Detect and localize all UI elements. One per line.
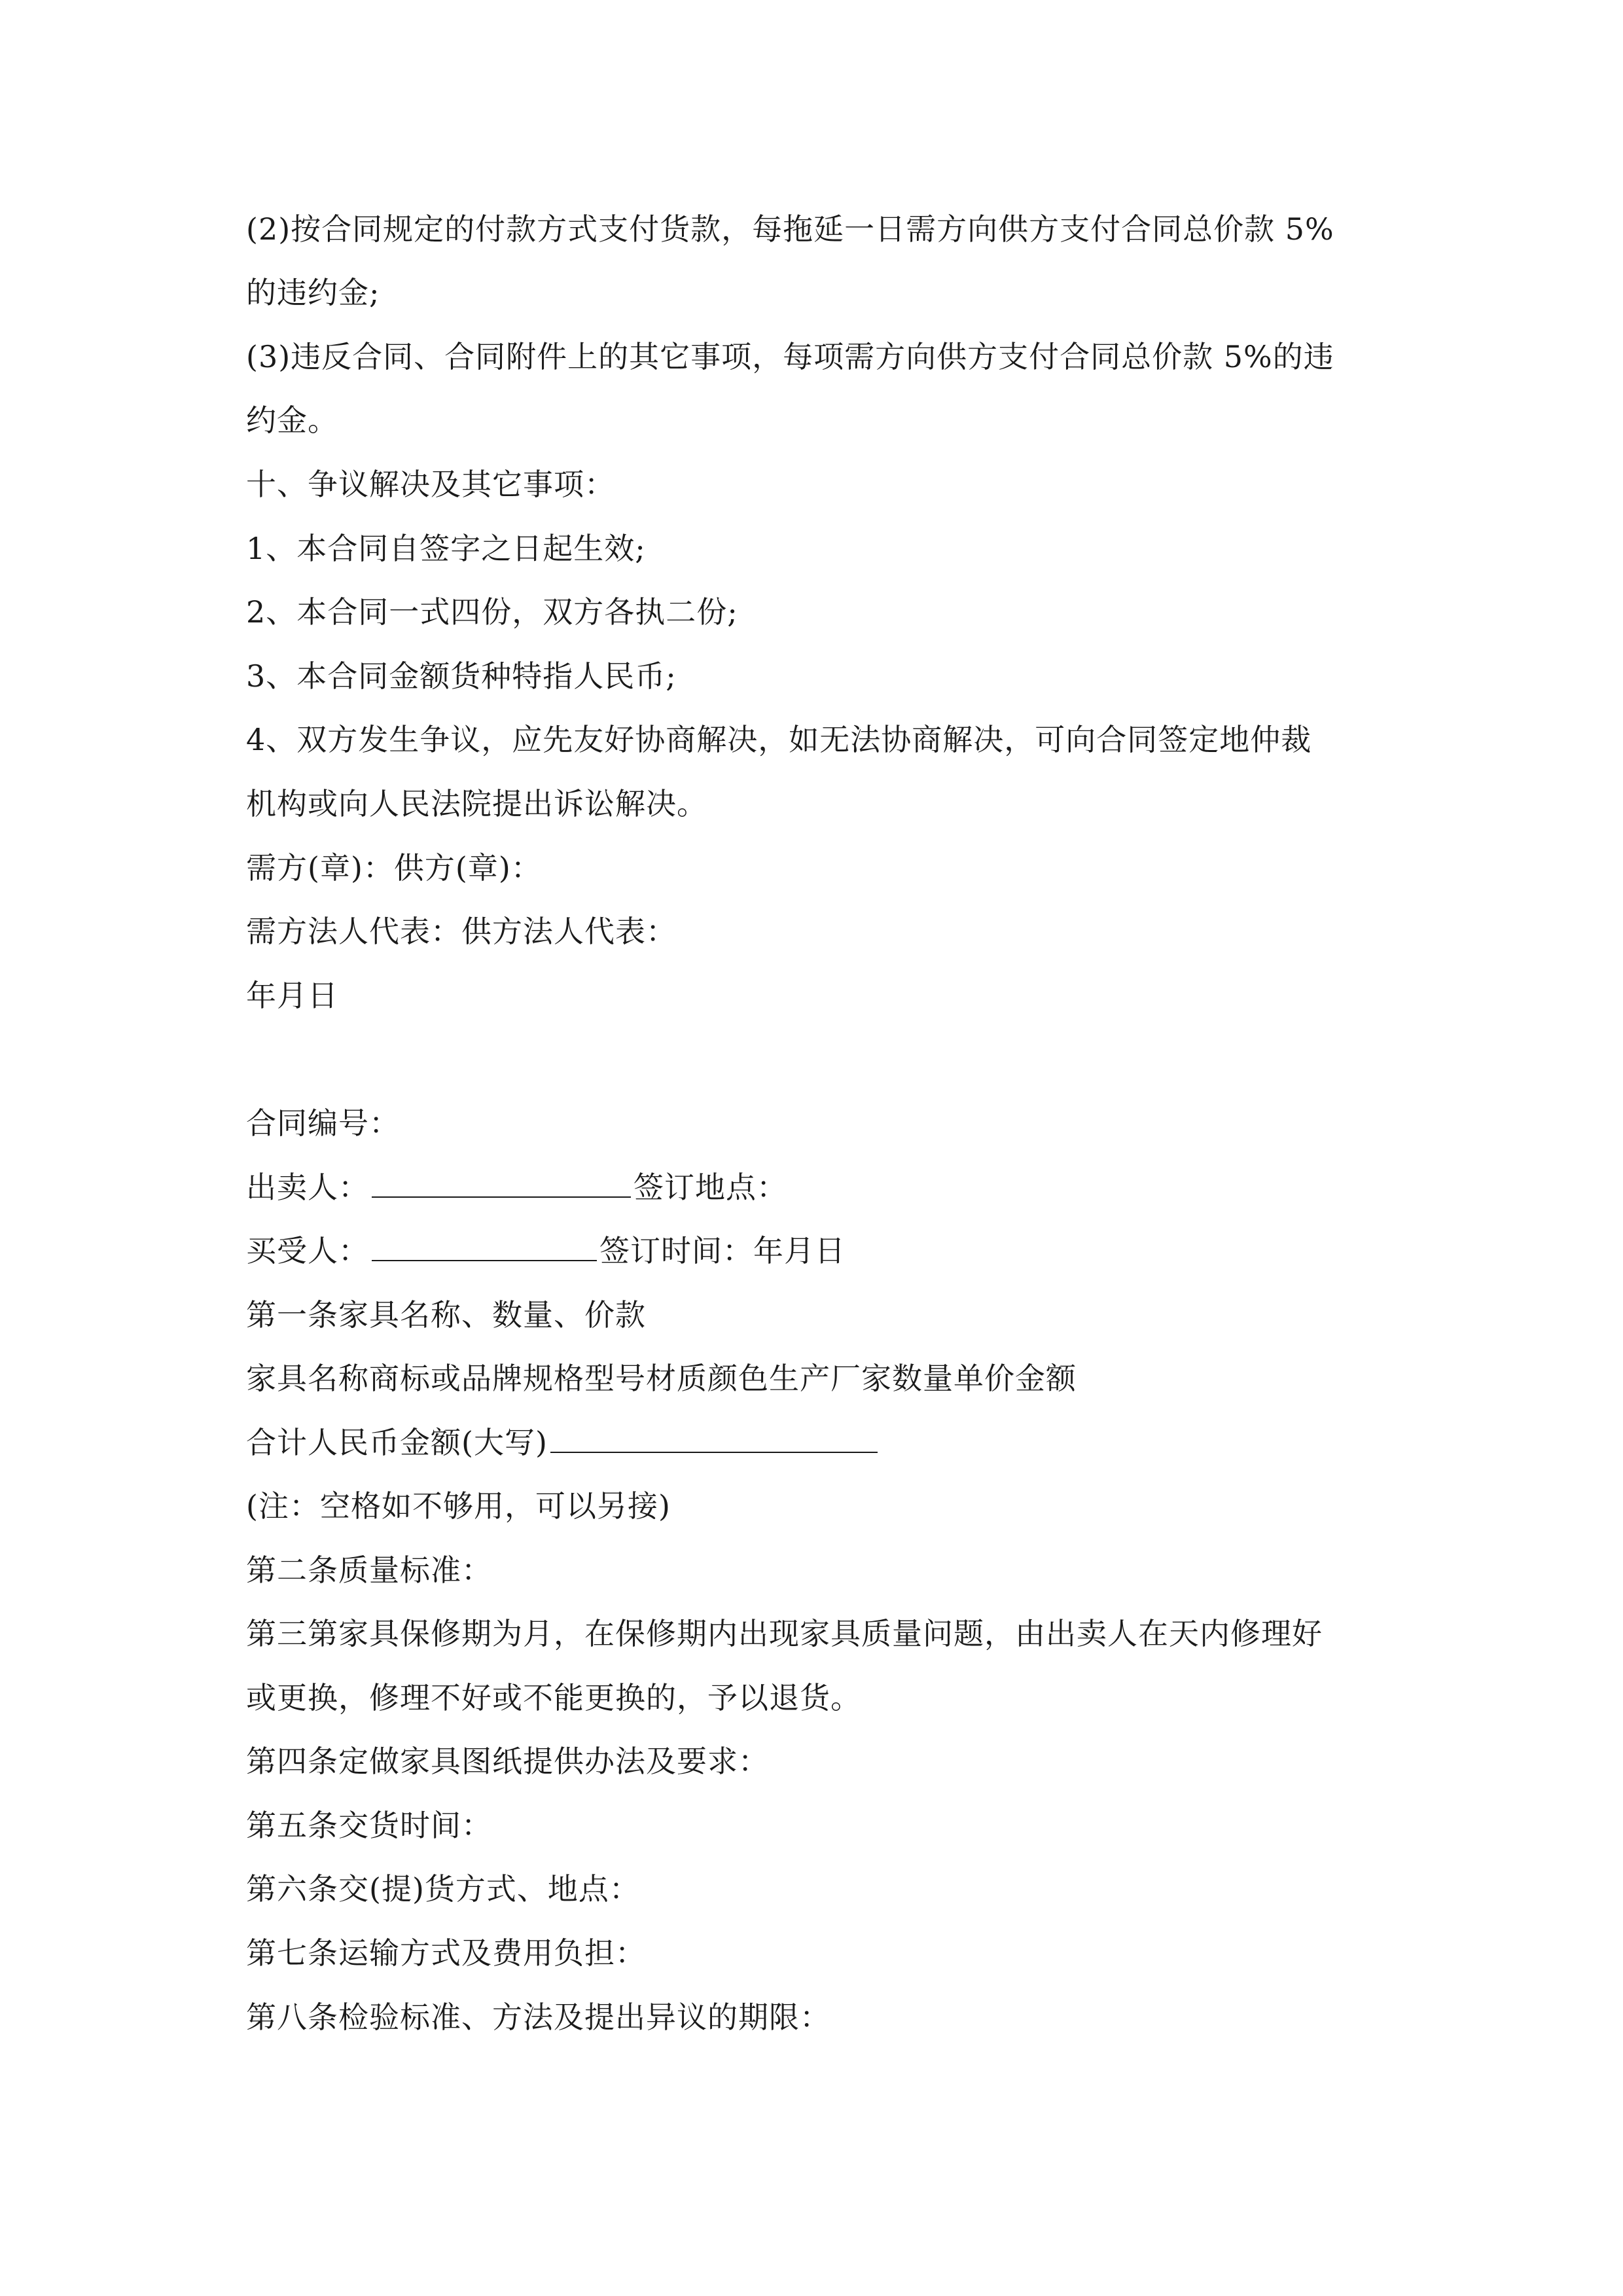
penalty-clause-3-line2: 约金。 — [246, 403, 338, 438]
article-6: 第六条交(提)货方式、地点： — [246, 1871, 640, 1907]
total-amount-blank — [550, 1423, 878, 1453]
buyer-label: 买受人： — [246, 1233, 369, 1268]
item-4-line2: 机构或向人民法院提出诉讼解决。 — [246, 786, 707, 821]
penalty-clause-3-line1: (3)违反合同、合同附件上的其它事项，每项需方向供方支付合同总价款 5%的违 — [246, 339, 1334, 374]
article-2: 第二条质量标准： — [246, 1552, 492, 1588]
item-1: 1、本合同自签字之日起生效; — [246, 531, 646, 566]
seller-blank — [372, 1168, 631, 1198]
date-line: 年月日 — [246, 978, 338, 1013]
seller-line — [246, 1168, 787, 1207]
item-4-line1: 4、双方发生争议，应先友好协商解决，如无法协商解决，可向合同签定地仲裁 — [246, 722, 1312, 757]
article-8: 第八条检验标准、方法及提出异议的期限： — [246, 2000, 830, 2035]
legal-rep-line: 需方法人代表：供方法人代表： — [246, 914, 677, 949]
buyer-line — [246, 1231, 846, 1270]
total-amount-label: 合计人民币金额(大写) — [246, 1425, 548, 1460]
article-3-line2: 或更换，修理不好或不能更换的，予以退货。 — [246, 1680, 861, 1715]
article-1-heading: 第一条家具名称、数量、价款 — [246, 1297, 646, 1333]
penalty-clause-2-line1: (2)按合同规定的付款方式支付货款，每拖延一日需方向供方支付合同总价款 5% — [246, 211, 1334, 247]
penalty-clause-2-line2: 的违约金; — [246, 275, 380, 310]
furniture-table-header: 家具名称商标或品牌规格型号材质颜色生产厂家数量单价金额 — [246, 1361, 1077, 1396]
article-4: 第四条定做家具图纸提供办法及要求： — [246, 1744, 769, 1779]
item-2: 2、本合同一式四份，双方各执二份; — [246, 594, 738, 630]
section-ten-heading: 十、争议解决及其它事项： — [246, 467, 615, 502]
article-3-line1: 第三第家具保修期为月，在保修期内出现家具质量问题，由出卖人在天内修理好 — [246, 1616, 1323, 1651]
seller-label: 出卖人： — [246, 1170, 369, 1205]
seal-line: 需方(章)：供方(章)： — [246, 850, 542, 886]
table-note: (注：空格如不够用，可以另接) — [246, 1488, 671, 1524]
total-amount-line — [246, 1423, 880, 1462]
sign-time-label: 签订时间：年月日 — [599, 1233, 846, 1268]
contract-number: 合同编号： — [246, 1105, 400, 1141]
article-7: 第七条运输方式及费用负担： — [246, 1935, 646, 1971]
sign-place-label: 签订地点： — [633, 1170, 787, 1205]
buyer-blank — [372, 1231, 597, 1261]
article-5: 第五条交货时间： — [246, 1808, 492, 1843]
item-3: 3、本合同金额货种特指人民币; — [246, 658, 677, 694]
